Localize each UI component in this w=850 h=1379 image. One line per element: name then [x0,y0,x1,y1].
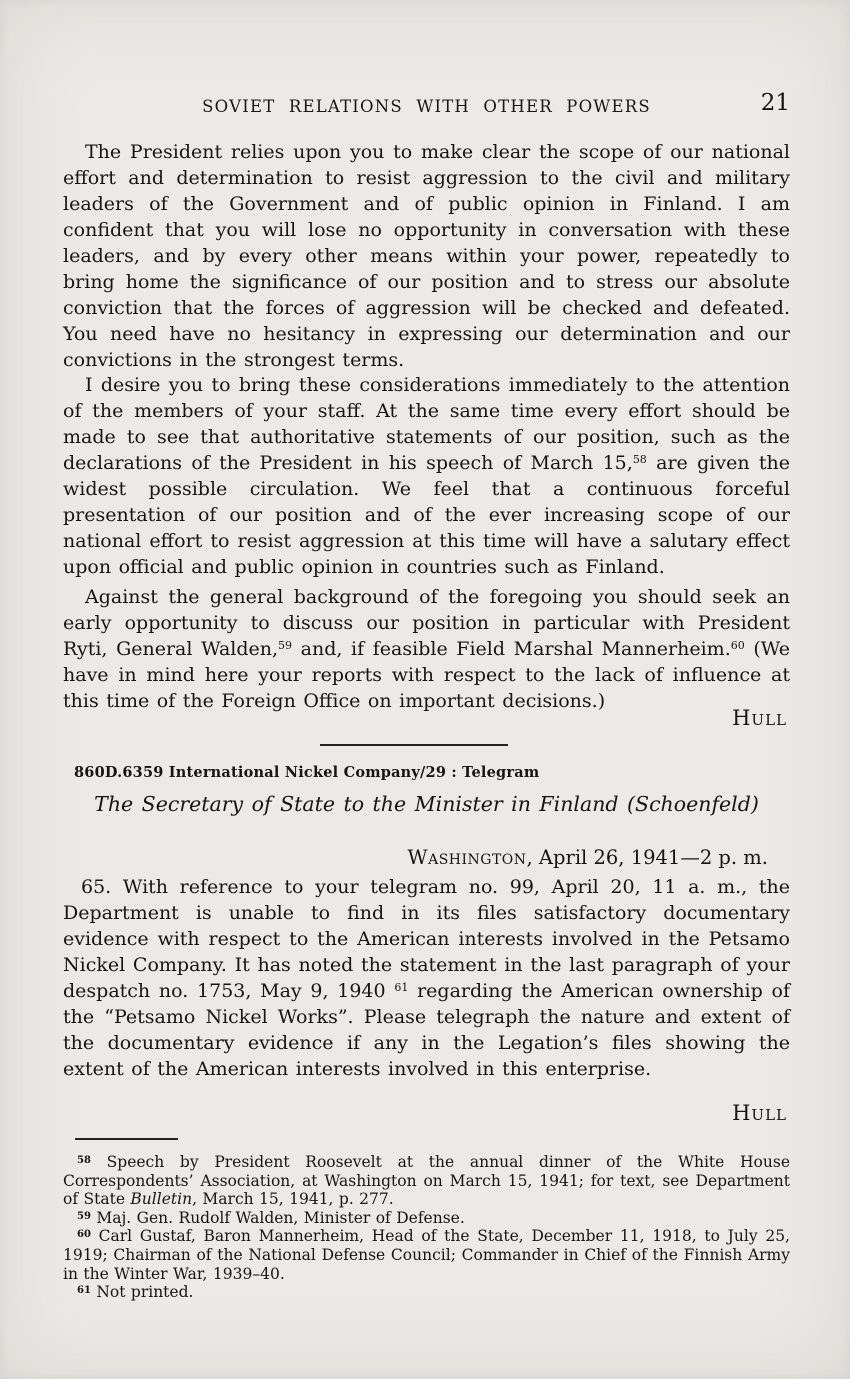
footnote-marker: 58 [77,1155,91,1166]
footnote-ref-59: 59 [278,639,293,652]
telegram1-paragraph-3 [63,584,790,714]
page-number: 21 [760,90,790,116]
footnote-text: , March 15, 1941, p. 277. [192,1190,394,1209]
footnote-ref-60: 60 [730,639,745,652]
document-heading: The Secretary of State to the Minister in Finland (Schoenfeld) [94,792,759,816]
paragraph-text: regarding the American ownership of the “Petsamo Nickel Works”. Please telegraph the nature and extent of the documentary evidence if any in the Legation’s files showing the extent of the American interests involved in this enterprise. [63,980,791,1080]
telegram2-signature: Hull [732,1101,787,1125]
footnote-60 [63,1227,790,1283]
paragraph-text: 65. With reference to your telegram no. 99, April 20, 11 a. m., the Department is unable to find in its files satisfactory documentary evidence with respect to the American interests involved in the Petsamo Nickel Company. It has noted the statement in the last paragraph of your despatch no. 1753, May 9, 1940 [63,876,790,1002]
footnote-marker: 59 [77,1210,91,1222]
footnote-text: Speech by President Roosevelt at the annual dinner of the White House Correspondents’ Association, at Washington on March 15, 1941; for text, see Department of State [63,1153,790,1209]
header-title: SOVIET RELATIONS WITH OTHER POWERS [202,97,651,116]
paragraph-text: and, if feasible Field Marshal Mannerheim. [292,638,731,660]
dateline [408,846,768,869]
footnote-text: Not printed. [96,1283,194,1302]
paragraph-text: (We have in mind here your reports with respect to the lack of influence at this time of the Foreign Office on important decisions.) [63,638,790,712]
footnote-marker: 61 [77,1285,91,1297]
footnote-61 [63,1283,790,1302]
paragraph-text: I desire you to bring these considerations immediately to the attention of the members of your staff. At the same time every effort should be made to see that authoritative statements of our position, such as the declarations of the President in his speech of March 15, [63,374,790,474]
dateline-place: Washington [407,846,527,869]
telegram1-paragraph-2 [63,372,790,580]
telegram2-paragraph [63,874,790,1082]
footnotes-block [63,1153,790,1302]
telegram1-signature: Hull [732,706,787,730]
footnote-text: Carl Gustaf, Baron Mannerheim, Head of the State, December 11, 1918, to July 25, 1919; Chairman of the National Defense Council; Commander in Chief of the Finnish Army in the Winter War, 1939–40. [63,1227,790,1283]
footnote-text: Maj. Gen. Rudolf Walden, Minister of Defense. [96,1208,465,1227]
footnote-59 [63,1209,790,1228]
footnote-58 [63,1153,790,1209]
footnote-ref-58: 58 [632,453,647,466]
telegram1-paragraph-1: The President relies upon you to make clear the scope of our national effort and determination to resist aggression to the civil and military leaders of the Government and of public opinion in Finland. I am confident that you will lose no opportunity in conversation with these leaders, and by every other means within your power, repeatedly to bring home the significance of our position and to stress our absolute conviction that the forces of aggression will be checked and defeated. You need have no hesitancy in expressing our determination and our convictions in the strongest terms. [63,141,790,371]
footnote-marker: 60 [77,1229,91,1241]
paragraph-text: are given the widest possible circulation. We feel that a continuous forceful presentation of our position and of the ever increasing scope of our national effort to resist aggression at this time will have a salutary effect upon official and public opinion in countries such as Finland. [63,452,791,578]
archive-citation: 860D.6359 International Nickel Company/29 : Telegram [74,764,540,781]
footnote-ref-61: 61 [394,981,409,994]
section-divider [320,744,508,746]
paragraph-text: Against the general background of the foregoing you should seek an early opportunity to discuss our position in particular with President Ryti, General Walden, [63,586,790,660]
footnote-rule [75,1138,178,1140]
dateline-date: , April 26, 1941—2 p. m. [526,846,768,869]
footnote-text-italic: Bulletin [130,1190,193,1209]
running-header [63,90,790,127]
